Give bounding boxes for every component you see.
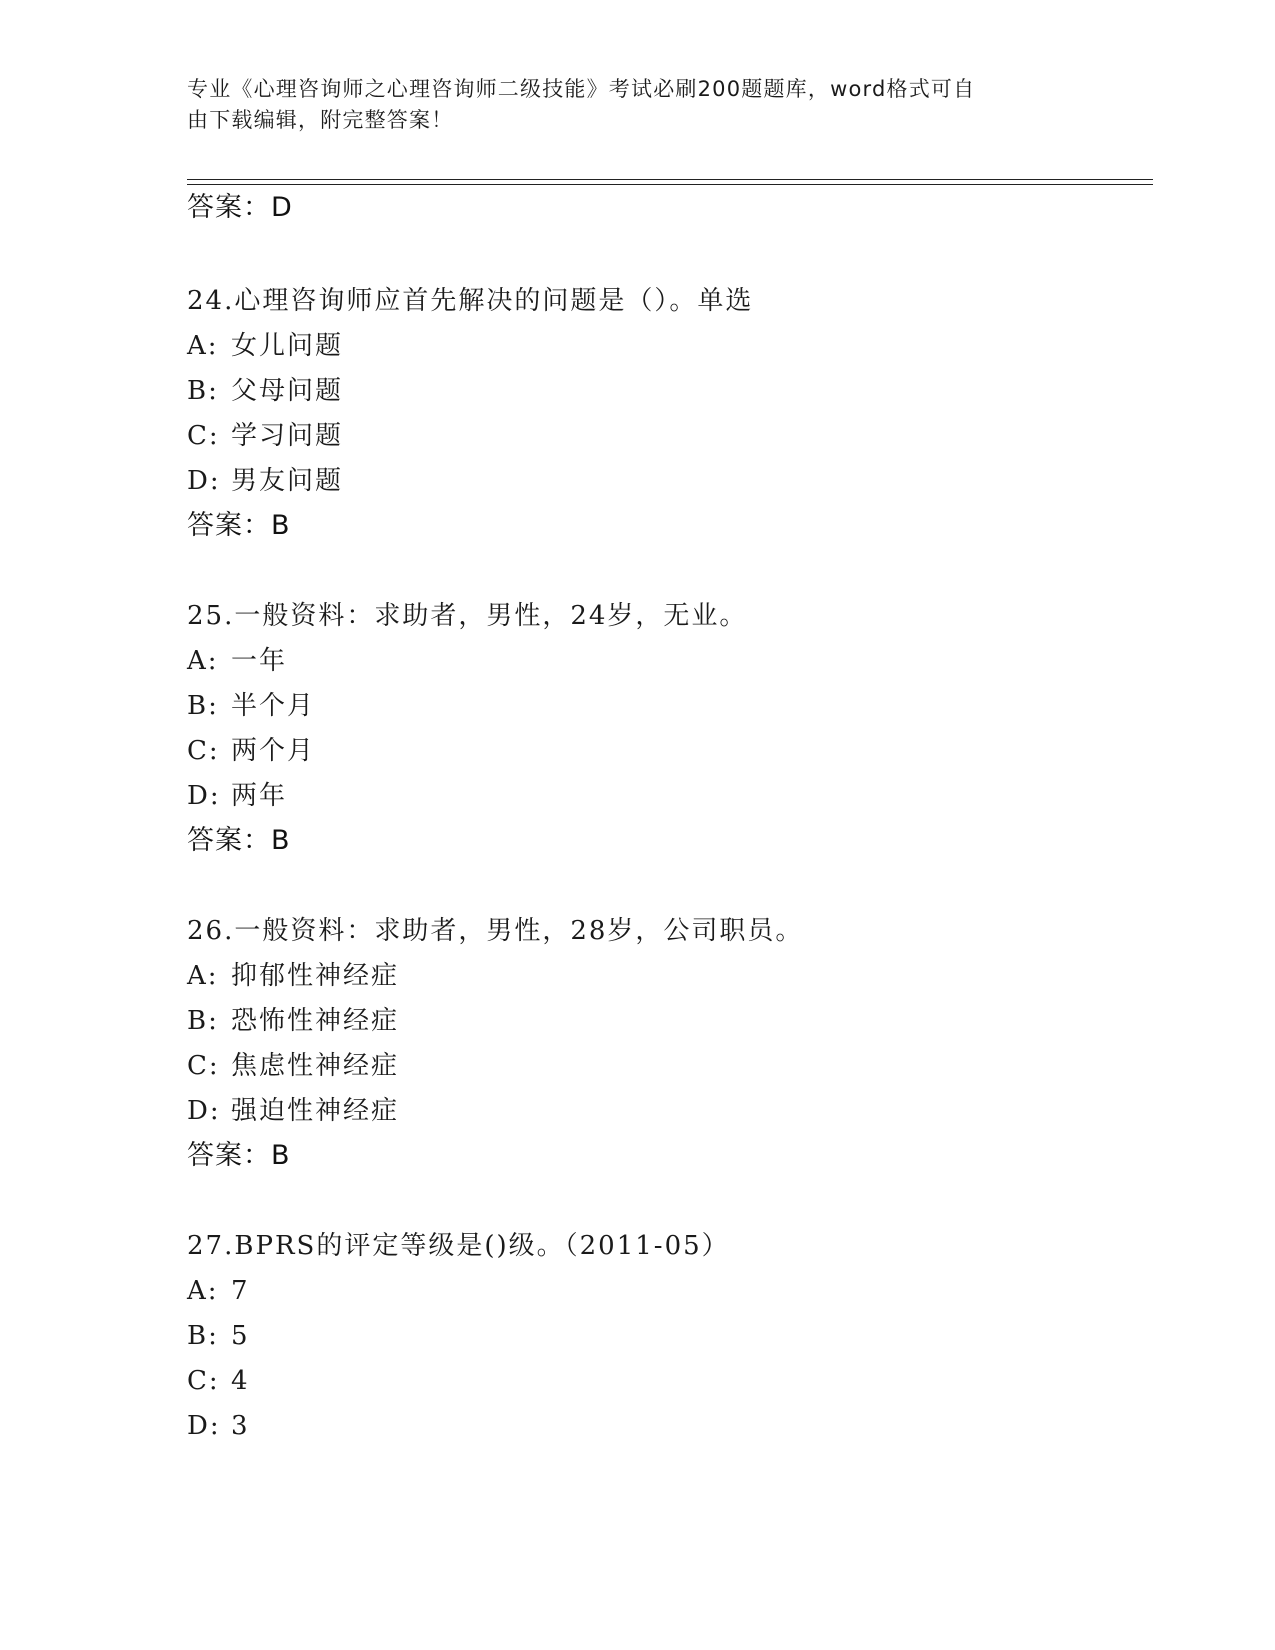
option-text: 父母问题 <box>231 376 344 406</box>
option-letter: D: <box>187 781 221 811</box>
question-24-option-c <box>187 420 343 452</box>
option-text: 两年 <box>231 781 288 811</box>
option-text: 学习问题 <box>231 421 344 451</box>
option-letter: D: <box>187 1411 221 1441</box>
question-24-answer: 答案：B <box>187 510 291 541</box>
option-text: 两个月 <box>231 736 316 766</box>
question-24-option-a <box>187 330 343 362</box>
option-letter: D: <box>187 466 221 496</box>
option-letter: C: <box>187 421 220 451</box>
question-26-option-d <box>187 1095 399 1127</box>
question-26-stem: 26.一般资料：求助者，男性，28岁，公司职员。 <box>187 916 804 946</box>
question-27-stem: 27.BPRS的评定等级是()级。（2011-05） <box>187 1231 730 1261</box>
question-24-option-d <box>187 465 343 497</box>
option-letter: A: <box>187 646 219 676</box>
option-text: 一年 <box>231 646 288 676</box>
option-text: 强迫性神经症 <box>231 1096 400 1126</box>
option-letter: A: <box>187 331 219 361</box>
option-text: 7 <box>231 1276 250 1306</box>
option-letter: C: <box>187 1366 220 1396</box>
question-26-option-b <box>187 1005 399 1037</box>
question-27-option-d <box>187 1410 250 1442</box>
question-27-option-a <box>187 1275 250 1307</box>
option-text: 焦虑性神经症 <box>231 1051 400 1081</box>
question-26-option-c <box>187 1050 399 1082</box>
question-25-option-b <box>187 690 315 722</box>
option-text: 恐怖性神经症 <box>231 1006 400 1036</box>
option-text: 抑郁性神经症 <box>231 961 400 991</box>
question-24-option-b <box>187 375 343 407</box>
option-letter: C: <box>187 736 220 766</box>
question-24-stem: 24.心理咨询师应首先解决的问题是（）。单选 <box>187 286 754 316</box>
option-text: 半个月 <box>231 691 316 721</box>
option-text: 4 <box>231 1366 250 1396</box>
question-25-option-a <box>187 645 287 677</box>
option-text: 女儿问题 <box>231 331 344 361</box>
option-letter: A: <box>187 1276 219 1306</box>
question-25-option-d <box>187 780 287 812</box>
question-25-option-c <box>187 735 315 767</box>
option-text: 男友问题 <box>231 466 344 496</box>
option-letter: B: <box>187 1006 219 1036</box>
option-letter: C: <box>187 1051 220 1081</box>
option-letter: B: <box>187 1321 219 1351</box>
question-27-option-b <box>187 1320 250 1352</box>
option-text: 5 <box>231 1321 250 1351</box>
question-25-stem: 25.一般资料：求助者，男性，24岁，无业。 <box>187 601 748 631</box>
option-text: 3 <box>231 1411 250 1441</box>
header-line-1: 专业《心理咨询师之心理咨询师二级技能》考试必刷200题题库，word格式可自 <box>187 77 976 101</box>
question-26-option-a <box>187 960 399 992</box>
option-letter: B: <box>187 691 219 721</box>
question-26-answer: 答案：B <box>187 1140 291 1171</box>
question-25-answer: 答案：B <box>187 825 291 856</box>
option-letter: D: <box>187 1096 221 1126</box>
option-letter: A: <box>187 961 219 991</box>
previous-answer: 答案：D <box>187 192 293 223</box>
option-letter: B: <box>187 376 219 406</box>
question-list <box>187 0 1153 1650</box>
question-27-option-c <box>187 1365 250 1397</box>
header-line-2: 由下载编辑，附完整答案！ <box>187 108 454 132</box>
